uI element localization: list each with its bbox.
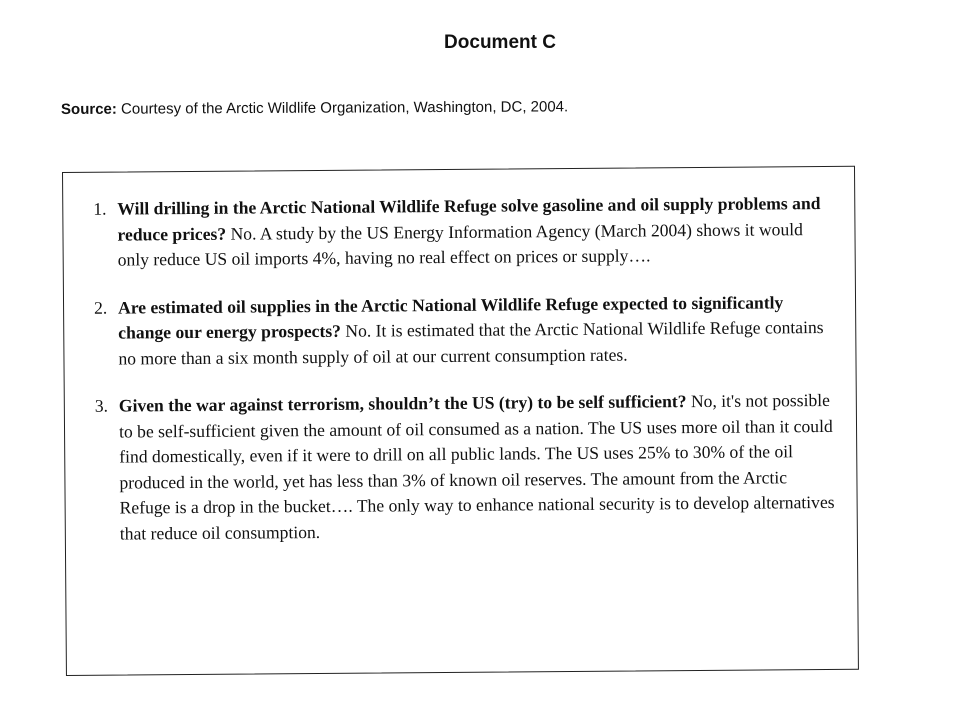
source-citation [61, 98, 568, 118]
qa-item-1 [93, 191, 839, 273]
question-text: Given the war against terrorism, shouldn’t the US (try) to be self sufficient? [118, 391, 687, 416]
qa-item-2 [94, 289, 840, 371]
answer-text: No, it's not possible to be self-sufficient given the amount of oil consumed as a nation. The US uses more oil than it could find domestically, even if it were to drill on all public lands. The US uses 25% to 30% of the oil produced in the world, yet has less than 3% of known oil reserves. The amount from the Arctic Refuge is a drop in the bucket…. The only way to enhance national security is to develop alternatives that reduce oil consumption. [118, 389, 835, 544]
question-text: Will drilling in the Arctic National Wildlife Refuge solve gasoline and oil supply problems and reduce prices? [117, 193, 821, 245]
item-number: 3. [94, 395, 109, 416]
question-text: Are estimated oil supplies in the Arctic National Wildlife Refuge expected to significantly change our energy prospects? [117, 291, 784, 343]
quoted-excerpt-box [62, 166, 859, 676]
answer-text: No. A study by the US Energy Information Agency (March 2004) shows it would only reduce US oil imports 4%, having no real effect on prices or supply…. [117, 218, 803, 270]
qa-list [93, 191, 841, 569]
qa-item-3 [95, 388, 841, 547]
document-title: Document C [444, 32, 556, 53]
source-label: Source: [60, 100, 117, 118]
item-number: 1. [93, 198, 107, 219]
answer-text: No. It is estimated that the Arctic National Wildlife Refuge contains no more than a six month supply of oil at our current consumption rates. [118, 317, 824, 369]
item-number: 2. [93, 297, 108, 318]
source-text: Courtesy of the Arctic Wildlife Organization, Washington, DC, 2004. [116, 98, 569, 118]
